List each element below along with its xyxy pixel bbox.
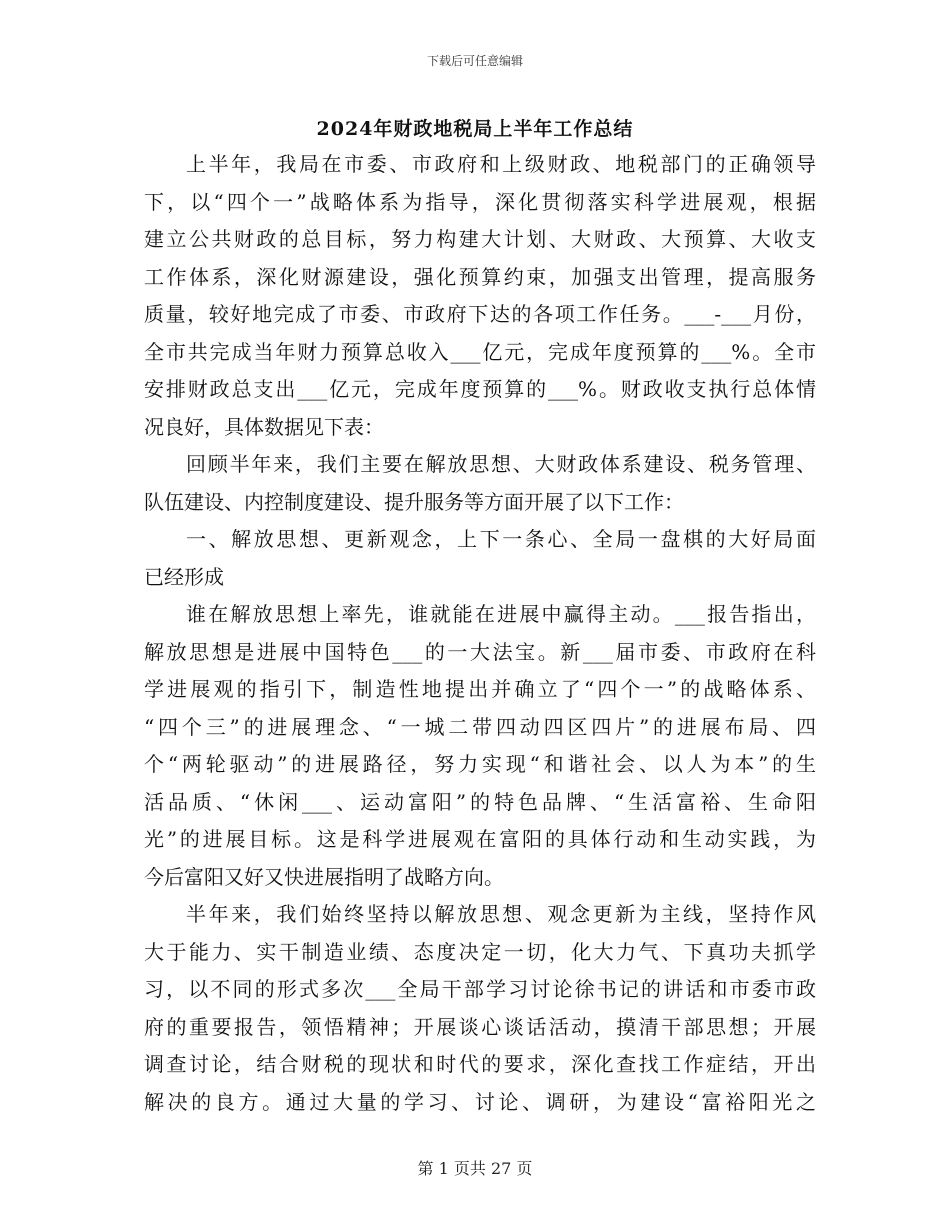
document-title: 2024年财政地税局上半年工作总结 bbox=[316, 118, 634, 140]
text-line: 上半年，我局在市委、市政府和上级财政、地税部门的正确领导 bbox=[186, 152, 816, 176]
text-line: 大于能力、实干制造业绩、态度决定一切，化大力气、下真功夫抓学 bbox=[144, 939, 816, 964]
text-line: 调查讨论，结合财税的现状和时代的要求，深化查找工作症结，开出 bbox=[144, 1052, 816, 1076]
section-heading-line: 一、解放思想、更新观念，上下一条心、全局一盘棋的大好局面 bbox=[186, 527, 816, 551]
text-line: 半年来，我们始终坚持以解放思想、观念更新为主线，坚持作风 bbox=[186, 902, 816, 926]
text-line: 个“两轮驱动”的进展路径，努力实现“和谐社会、以人为本”的生 bbox=[144, 752, 816, 776]
text-line: 谁在解放思想上率先，谁就能在进展中赢得主动。___报告指出， bbox=[186, 602, 816, 626]
text-line: 今后富阳又好又快进展指明了战略方向。 bbox=[144, 864, 504, 889]
text-line: 安排财政总支出___亿元，完成年度预算的___%。财政收支执行总体情 bbox=[144, 377, 816, 401]
text-line: 府的重要报告，领悟精神；开展谈心谈话活动，摸清干部思想；开展 bbox=[144, 1014, 816, 1039]
section-heading-line: 已经形成 bbox=[144, 564, 224, 589]
text-line: 全市共完成当年财力预算总收入___亿元，完成年度预算的___%。全市 bbox=[144, 339, 816, 364]
text-line: 回顾半年来，我们主要在解放思想、大财政体系建设、税务管理、 bbox=[186, 452, 816, 476]
text-line: “四个三”的进展理念、“一城二带四动四区四片”的进展布局、四 bbox=[144, 714, 816, 739]
text-line: 质量，较好地完成了市委、市政府下达的各项工作任务。___-___月份， bbox=[144, 302, 816, 326]
text-line: 活品质、“休闲___、运动富阳”的特色品牌、“生活富裕、生命阳 bbox=[144, 789, 816, 814]
text-line: 建立公共财政的总目标，努力构建大计划、大财政、大预算、大收支 bbox=[144, 227, 816, 251]
text-line: 习，以不同的形式多次___全局干部学习讨论徐书记的讲话和市委市政 bbox=[144, 977, 816, 1001]
text-line: 队伍建设、内控制度建设、提升服务等方面开展了以下工作： bbox=[144, 489, 684, 514]
text-line: 学进展观的指引下，制造性地提出并确立了“四个一”的战略体系、 bbox=[144, 677, 816, 701]
text-line: 工作体系，深化财源建设，强化预算约束，加强支出管理，提高服务 bbox=[144, 264, 816, 289]
page-header-note: 下载后可任意编辑 bbox=[426, 54, 523, 68]
text-line: 况良好，具体数据见下表： bbox=[144, 414, 384, 439]
text-line: 下，以“四个一”战略体系为指导，深化贯彻落实科学进展观，根据 bbox=[144, 189, 816, 214]
text-line: 解决的良方。通过大量的学习、讨论、调研，为建设“富裕阳光之 bbox=[144, 1089, 816, 1114]
text-line: 光”的进展目标。这是科学进展观在富阳的具体行动和生动实践，为 bbox=[144, 827, 816, 851]
document-body bbox=[144, 146, 816, 1121]
text-line: 解放思想是进展中国特色___的一大法宝。新___届市委、市政府在科 bbox=[144, 639, 816, 664]
page-number: 第 1 页共 27 页 bbox=[417, 1159, 533, 1178]
